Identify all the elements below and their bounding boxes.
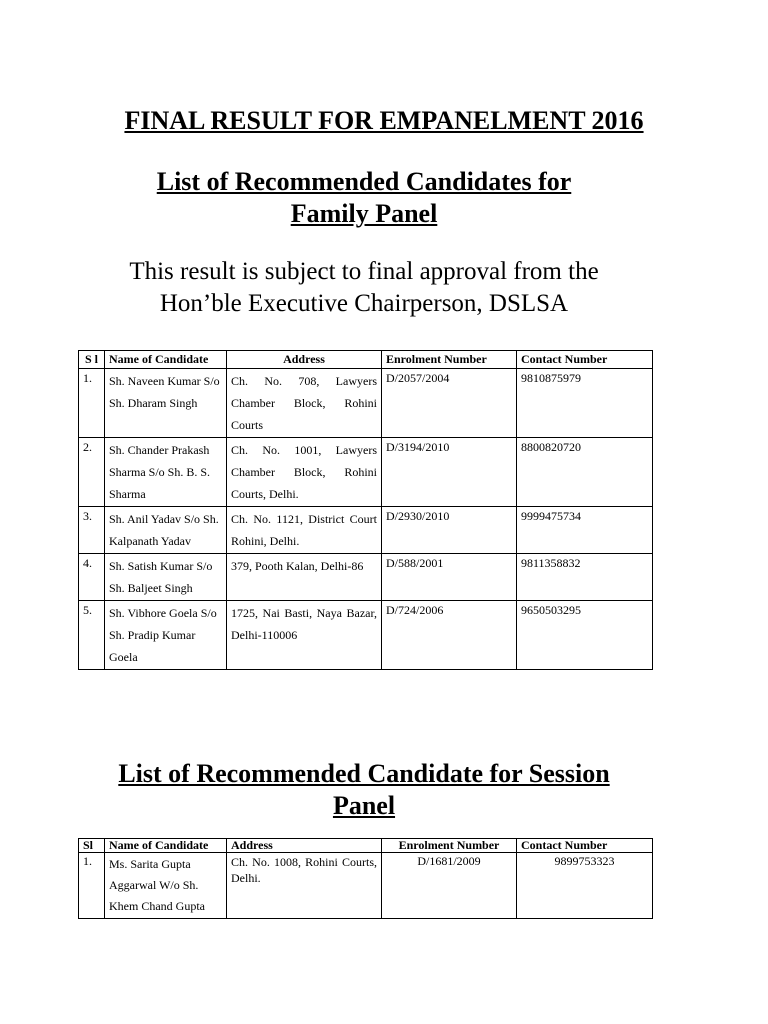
cell-sl: 1. bbox=[79, 369, 105, 438]
table-row bbox=[79, 601, 653, 670]
cell-sl: 2. bbox=[79, 438, 105, 507]
cell-address: Ch. No. 1001, Lawyers Chamber Block, Rohini Courts, Delhi. bbox=[227, 438, 382, 507]
cell-enrolment: D/724/2006 bbox=[382, 601, 517, 670]
cell-name: Sh. Chander Prakash Sharma S/o Sh. B. S. Sharma bbox=[105, 438, 227, 507]
cell-contact: 8800820720 bbox=[517, 438, 653, 507]
session-panel-heading-line2: Panel bbox=[332, 791, 396, 820]
session-panel-heading-line1: List of Recommended Candidate for Session bbox=[118, 759, 610, 788]
cell-sl: 1. bbox=[79, 853, 105, 919]
header-address: Address bbox=[227, 351, 382, 369]
cell-name: Sh. Naveen Kumar S/o Sh. Dharam Singh bbox=[105, 369, 227, 438]
cell-address: Ch. No. 1008, Rohini Courts, Delhi. bbox=[227, 853, 382, 919]
header-contact: Contact Number bbox=[517, 351, 653, 369]
header-contact: Contact Number bbox=[517, 839, 653, 853]
cell-enrolment: D/2057/2004 bbox=[382, 369, 517, 438]
cell-name: Ms. Sarita Gupta Aggarwal W/o Sh. Khem Chand Gupta bbox=[105, 853, 227, 919]
header-enrolment: Enrolment Number bbox=[382, 351, 517, 369]
cell-address: Ch. No. 708, Lawyers Chamber Block, Rohini Courts bbox=[227, 369, 382, 438]
header-sl: Sl bbox=[79, 839, 105, 853]
table-header-row bbox=[79, 351, 653, 369]
approval-note-line1: This result is subject to final approval from the bbox=[129, 258, 599, 285]
session-panel-heading bbox=[0, 758, 728, 822]
cell-address: Ch. No. 1121, District Court Rohini, Delhi. bbox=[227, 507, 382, 554]
header-address: Address bbox=[227, 839, 382, 853]
table-header-row bbox=[79, 839, 653, 853]
header-enrolment: Enrolment Number bbox=[382, 839, 517, 853]
cell-enrolment: D/588/2001 bbox=[382, 554, 517, 601]
table-row bbox=[79, 507, 653, 554]
approval-note-line2: Hon’ble Executive Chairperson, DSLSA bbox=[159, 290, 569, 317]
table-row bbox=[79, 369, 653, 438]
cell-address: 379, Pooth Kalan, Delhi-86 bbox=[227, 554, 382, 601]
cell-contact: 9999475734 bbox=[517, 507, 653, 554]
cell-sl: 3. bbox=[79, 507, 105, 554]
header-sl: S l bbox=[79, 351, 105, 369]
cell-contact: 9811358832 bbox=[517, 554, 653, 601]
cell-contact: 9899753323 bbox=[517, 853, 653, 919]
cell-sl: 4. bbox=[79, 554, 105, 601]
cell-enrolment: D/2930/2010 bbox=[382, 507, 517, 554]
cell-enrolment: D/3194/2010 bbox=[382, 438, 517, 507]
cell-contact: 9810875979 bbox=[517, 369, 653, 438]
family-panel-heading-line2: Family Panel bbox=[290, 199, 438, 228]
header-name: Name of Candidate bbox=[105, 351, 227, 369]
cell-contact: 9650503295 bbox=[517, 601, 653, 670]
cell-sl: 5. bbox=[79, 601, 105, 670]
document-title: FINAL RESULT FOR EMPANELMENT 2016 bbox=[124, 106, 644, 135]
table-row bbox=[79, 853, 653, 919]
cell-name: Sh. Anil Yadav S/o Sh. Kalpanath Yadav bbox=[105, 507, 227, 554]
family-panel-heading-line1: List of Recommended Candidates for bbox=[156, 167, 572, 196]
header-name: Name of Candidate bbox=[105, 839, 227, 853]
cell-address: 1725, Nai Basti, Naya Bazar, Delhi-110006 bbox=[227, 601, 382, 670]
cell-name: Sh. Vibhore Goela S/o Sh. Pradip Kumar Goela bbox=[105, 601, 227, 670]
table-row bbox=[79, 438, 653, 507]
cell-enrolment: D/1681/2009 bbox=[382, 853, 517, 919]
table-row bbox=[79, 554, 653, 601]
family-panel-heading bbox=[0, 166, 728, 230]
family-panel-table bbox=[78, 350, 653, 670]
session-panel-table bbox=[78, 838, 653, 919]
approval-note bbox=[0, 256, 728, 320]
cell-name: Sh. Satish Kumar S/o Sh. Baljeet Singh bbox=[105, 554, 227, 601]
